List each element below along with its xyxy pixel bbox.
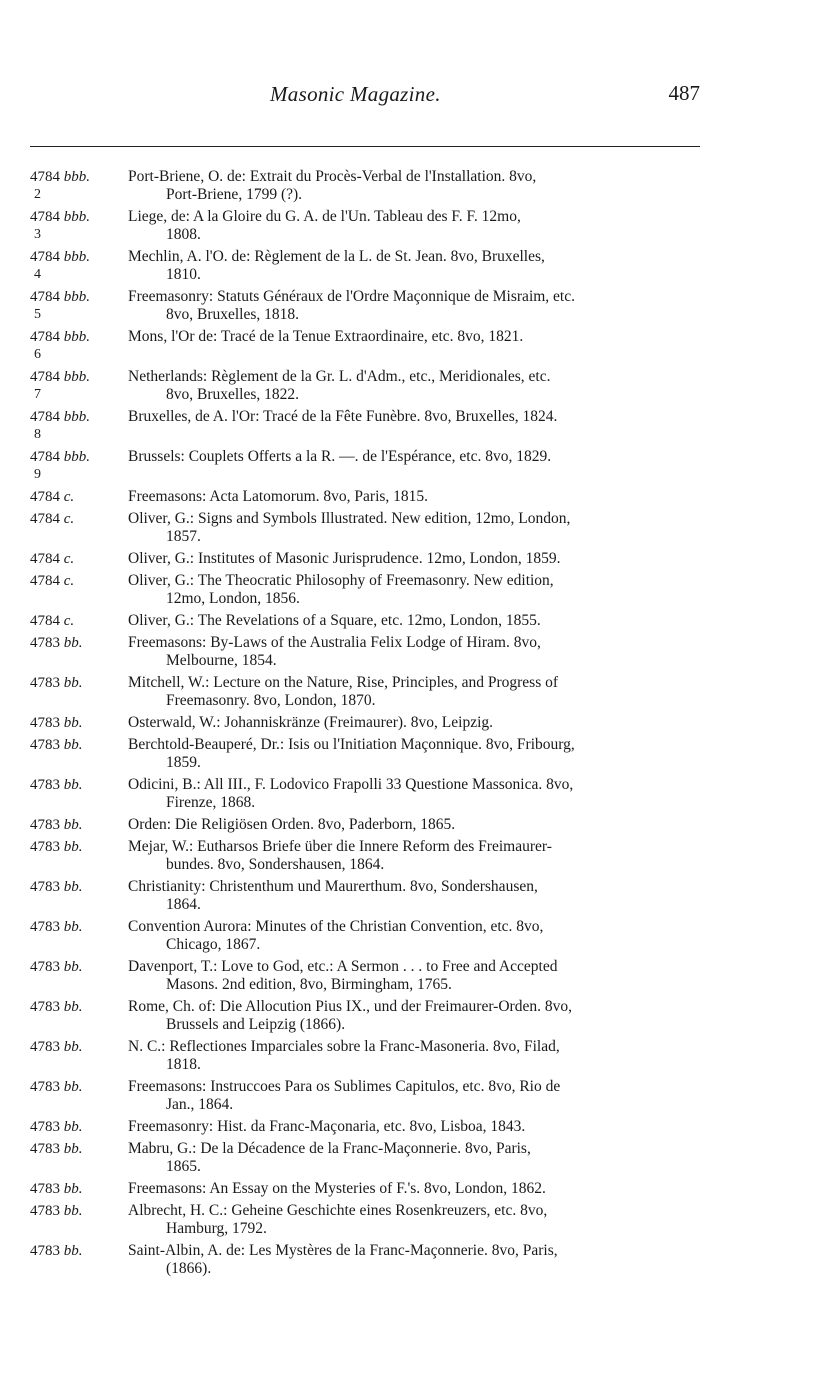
entry-number-main: 4783 bbox=[30, 777, 60, 793]
catalogue-entry bbox=[30, 368, 698, 404]
entry-number-main: 4783 bbox=[30, 1079, 60, 1095]
entry-number-suffix: bb. bbox=[63, 919, 83, 935]
entry-text bbox=[128, 816, 698, 834]
catalogue-entry bbox=[30, 510, 698, 546]
entry-number-main: 4784 bbox=[30, 209, 60, 225]
entry-text bbox=[128, 1202, 698, 1238]
entry-continuation-line: 1810. bbox=[166, 266, 201, 283]
entry-number-main: 4783 bbox=[30, 715, 60, 731]
entry-title-line: Freemasons: Instruccoes Para os Sublimes Capitulos, etc. 8vo, Rio de bbox=[128, 1078, 561, 1095]
catalogue-entry bbox=[30, 776, 698, 812]
entry-number-suffix: bb. bbox=[63, 999, 83, 1015]
entry-title-line: Mechlin, A. l'O. de: Règlement de la L. de St. Jean. 8vo, Bruxelles, bbox=[128, 248, 545, 265]
entry-text bbox=[128, 1038, 698, 1074]
entry-number bbox=[30, 248, 128, 284]
entry-number-suffix: bb. bbox=[63, 1119, 83, 1135]
catalogue-entry bbox=[30, 168, 698, 204]
entry-title-line: Odicini, B.: All III., F. Lodovico Frapolli 33 Questione Massonica. 8vo, bbox=[128, 776, 574, 793]
entry-text bbox=[128, 612, 698, 630]
entry-number-main: 4783 bbox=[30, 1181, 60, 1197]
catalogue-entry bbox=[30, 328, 698, 364]
catalogue-entry bbox=[30, 714, 698, 732]
entry-number-main: 4783 bbox=[30, 999, 60, 1015]
entry-text bbox=[128, 958, 698, 994]
catalogue-entry bbox=[30, 1038, 698, 1074]
catalogue-entry bbox=[30, 1242, 698, 1278]
catalogue-entry bbox=[30, 816, 698, 834]
entry-continuation-line: 1865. bbox=[166, 1158, 201, 1175]
entry-continuation-line: Brussels and Leipzig (1866). bbox=[166, 1016, 346, 1033]
entry-number-main: 4783 bbox=[30, 1243, 60, 1259]
entry-number bbox=[30, 736, 128, 772]
entry-number-suffix: bbb. bbox=[63, 289, 90, 305]
entry-number-suffix: bb. bbox=[63, 817, 83, 833]
entry-text bbox=[128, 550, 698, 568]
catalogue-entry bbox=[30, 448, 698, 484]
entry-text bbox=[128, 408, 698, 444]
header-rule bbox=[30, 146, 700, 147]
entry-continuation-line: Freemasonry. 8vo, London, 1870. bbox=[166, 692, 376, 709]
catalogue-entry bbox=[30, 1078, 698, 1114]
entry-number-main: 4784 bbox=[30, 613, 60, 629]
entry-number-main: 4783 bbox=[30, 675, 60, 691]
entry-number-suffix: c. bbox=[63, 613, 75, 629]
catalogue-entry bbox=[30, 878, 698, 914]
entry-text bbox=[128, 1140, 698, 1176]
entry-number-sub: 7 bbox=[34, 387, 41, 402]
entry-number-main: 4784 bbox=[30, 551, 60, 567]
entry-continuation-line: 8vo, Bruxelles, 1822. bbox=[166, 386, 300, 403]
entry-text bbox=[128, 776, 698, 812]
catalogue-list bbox=[30, 168, 698, 1282]
entry-continuation-line: Port-Briene, 1799 (?). bbox=[166, 186, 303, 203]
entry-title-line: Freemasonry: Hist. da Franc-Maçonaria, etc. 8vo, Lisboa, 1843. bbox=[128, 1118, 526, 1135]
entry-number bbox=[30, 208, 128, 244]
catalogue-entry bbox=[30, 958, 698, 994]
entry-number bbox=[30, 408, 128, 444]
catalogue-entry bbox=[30, 634, 698, 670]
catalogue-entry bbox=[30, 1140, 698, 1176]
entry-title-line: Liege, de: A la Gloire du G. A. de l'Un. Tableau des F. F. 12mo, bbox=[128, 208, 521, 225]
entry-number-suffix: c. bbox=[63, 489, 75, 505]
entry-number-suffix: bbb. bbox=[63, 369, 90, 385]
entry-continuation-line: Chicago, 1867. bbox=[166, 936, 261, 953]
entry-continuation-line: Masons. 2nd edition, 8vo, Birmingham, 1765. bbox=[166, 976, 452, 993]
entry-number bbox=[30, 816, 128, 834]
entry-number bbox=[30, 634, 128, 670]
entry-number-suffix: bb. bbox=[63, 1039, 83, 1055]
entry-text bbox=[128, 736, 698, 772]
entry-number-suffix: bbb. bbox=[63, 449, 90, 465]
entry-number bbox=[30, 510, 128, 546]
entry-text bbox=[128, 208, 698, 244]
entry-text bbox=[128, 998, 698, 1034]
entry-continuation-line: Hamburg, 1792. bbox=[166, 1220, 267, 1237]
entry-number-main: 4783 bbox=[30, 919, 60, 935]
entry-number bbox=[30, 918, 128, 954]
entry-number bbox=[30, 168, 128, 204]
entry-number-suffix: bbb. bbox=[63, 329, 90, 345]
entry-title-line: Bruxelles, de A. l'Or: Tracé de la Fête Funèbre. 8vo, Bruxelles, 1824. bbox=[128, 408, 558, 425]
entry-number bbox=[30, 838, 128, 874]
catalogue-entry bbox=[30, 572, 698, 608]
entry-text bbox=[128, 838, 698, 874]
entry-number-suffix: bb. bbox=[63, 1181, 83, 1197]
entry-number-main: 4784 bbox=[30, 511, 60, 527]
entry-text bbox=[128, 288, 698, 324]
entry-number-main: 4783 bbox=[30, 839, 60, 855]
entry-title-line: Saint-Albin, A. de: Les Mystères de la Franc-Maçonnerie. 8vo, Paris, bbox=[128, 1242, 558, 1259]
entry-number bbox=[30, 612, 128, 630]
entry-continuation-line: 1859. bbox=[166, 754, 201, 771]
entry-continuation-line: 8vo, Bruxelles, 1818. bbox=[166, 306, 300, 323]
entry-text bbox=[128, 572, 698, 608]
entry-title-line: Mabru, G.: De la Décadence de la Franc-Maçonnerie. 8vo, Paris, bbox=[128, 1140, 531, 1157]
catalogue-entry bbox=[30, 918, 698, 954]
entry-number bbox=[30, 1140, 128, 1176]
entry-number-main: 4783 bbox=[30, 1119, 60, 1135]
entry-title-line: Oliver, G.: The Theocratic Philosophy of Freemasonry. New edition, bbox=[128, 572, 554, 589]
entry-number-main: 4784 bbox=[30, 489, 60, 505]
entry-number-main: 4783 bbox=[30, 817, 60, 833]
entry-continuation-line: (1866). bbox=[166, 1260, 212, 1277]
catalogue-entry bbox=[30, 488, 698, 506]
catalogue-entry bbox=[30, 208, 698, 244]
running-title: Masonic Magazine. bbox=[270, 82, 441, 106]
entry-number-suffix: c. bbox=[63, 573, 75, 589]
entry-number-main: 4784 bbox=[30, 409, 60, 425]
entry-title-line: Freemasonry: Statuts Généraux de l'Ordre Maçonnique de Misraim, etc. bbox=[128, 288, 575, 305]
entry-number bbox=[30, 448, 128, 484]
entry-number-main: 4783 bbox=[30, 635, 60, 651]
entry-number-suffix: c. bbox=[63, 551, 75, 567]
entry-title-line: Christianity: Christenthum und Maurerthum. 8vo, Sondershausen, bbox=[128, 878, 538, 895]
entry-title-line: Oliver, G.: Institutes of Masonic Jurisprudence. 12mo, London, 1859. bbox=[128, 550, 561, 567]
entry-continuation-line: 1857. bbox=[166, 528, 201, 545]
entry-title-line: N. C.: Reflectiones Imparciales sobre la Franc-Masoneria. 8vo, Filad, bbox=[128, 1038, 560, 1055]
entry-number-suffix: bb. bbox=[63, 675, 83, 691]
entry-number-suffix: bb. bbox=[63, 737, 83, 753]
entry-number bbox=[30, 288, 128, 324]
entry-number bbox=[30, 1118, 128, 1136]
entry-text bbox=[128, 328, 698, 364]
catalogue-entry bbox=[30, 838, 698, 874]
entry-number bbox=[30, 572, 128, 608]
catalogue-entry bbox=[30, 248, 698, 284]
entry-number-sub: 8 bbox=[34, 427, 41, 442]
entry-number-main: 4783 bbox=[30, 737, 60, 753]
entry-number-sub: 4 bbox=[34, 267, 41, 282]
entry-number-main: 4783 bbox=[30, 1039, 60, 1055]
entry-number bbox=[30, 1242, 128, 1278]
entry-number bbox=[30, 674, 128, 710]
entry-number-sub: 3 bbox=[34, 227, 41, 242]
entry-number bbox=[30, 1180, 128, 1198]
catalogue-entry bbox=[30, 998, 698, 1034]
entry-title-line: Oliver, G.: The Revelations of a Square, etc. 12mo, London, 1855. bbox=[128, 612, 541, 629]
entry-number bbox=[30, 1202, 128, 1238]
entry-number bbox=[30, 550, 128, 568]
entry-text bbox=[128, 674, 698, 710]
entry-title-line: Freemasons: An Essay on the Mysteries of F.'s. 8vo, London, 1862. bbox=[128, 1180, 546, 1197]
entry-title-line: Berchtold-Beauperé, Dr.: Isis ou l'Initiation Maçonnique. 8vo, Fribourg, bbox=[128, 736, 575, 753]
entry-text bbox=[128, 878, 698, 914]
entry-text bbox=[128, 510, 698, 546]
entry-number-main: 4783 bbox=[30, 879, 60, 895]
catalogue-entry bbox=[30, 408, 698, 444]
entry-number bbox=[30, 878, 128, 914]
entry-title-line: Freemasons: Acta Latomorum. 8vo, Paris, 1815. bbox=[128, 488, 429, 505]
entry-number-suffix: bb. bbox=[63, 879, 83, 895]
entry-number bbox=[30, 488, 128, 506]
entry-title-line: Brussels: Couplets Offerts a la R. —. de l'Espérance, etc. 8vo, 1829. bbox=[128, 448, 552, 465]
entry-number-suffix: bb. bbox=[63, 1141, 83, 1157]
entry-text bbox=[128, 168, 698, 204]
entry-number-suffix: bb. bbox=[63, 777, 83, 793]
entry-title-line: Orden: Die Religiösen Orden. 8vo, Paderborn, 1865. bbox=[128, 816, 456, 833]
entry-number-suffix: bb. bbox=[63, 635, 83, 651]
entry-text bbox=[128, 918, 698, 954]
entry-number-sub: 9 bbox=[34, 467, 41, 482]
entry-number-main: 4783 bbox=[30, 959, 60, 975]
entry-number-main: 4784 bbox=[30, 329, 60, 345]
entry-number-suffix: bb. bbox=[63, 839, 83, 855]
entry-title-line: Port-Briene, O. de: Extrait du Procès-Verbal de l'Installation. 8vo, bbox=[128, 168, 537, 185]
entry-title-line: Mitchell, W.: Lecture on the Nature, Rise, Principles, and Progress of bbox=[128, 674, 559, 691]
entry-text bbox=[128, 714, 698, 732]
entry-text bbox=[128, 1180, 698, 1198]
entry-number bbox=[30, 368, 128, 404]
entry-title-line: Rome, Ch. of: Die Allocution Pius IX., und der Freimaurer-Orden. 8vo, bbox=[128, 998, 572, 1015]
entry-number-main: 4784 bbox=[30, 249, 60, 265]
entry-title-line: Freemasons: By-Laws of the Australia Felix Lodge of Hiram. 8vo, bbox=[128, 634, 541, 651]
entry-number-main: 4784 bbox=[30, 573, 60, 589]
entry-title-line: Mons, l'Or de: Tracé de la Tenue Extraordinaire, etc. 8vo, 1821. bbox=[128, 328, 524, 345]
entry-number-sub: 2 bbox=[34, 187, 41, 202]
catalogue-entry bbox=[30, 736, 698, 772]
entry-number-main: 4783 bbox=[30, 1203, 60, 1219]
entry-number-main: 4784 bbox=[30, 289, 60, 305]
entry-title-line: Oliver, G.: Signs and Symbols Illustrated. New edition, 12mo, London, bbox=[128, 510, 571, 527]
entry-number-main: 4784 bbox=[30, 449, 60, 465]
entry-continuation-line: 1808. bbox=[166, 226, 201, 243]
catalogue-entry bbox=[30, 674, 698, 710]
entry-number-suffix: c. bbox=[63, 511, 75, 527]
entry-continuation-line: Melbourne, 1854. bbox=[166, 652, 277, 669]
entry-continuation-line: Firenze, 1868. bbox=[166, 794, 256, 811]
entry-number bbox=[30, 958, 128, 994]
entry-number-sub: 5 bbox=[34, 307, 41, 322]
entry-number-suffix: bb. bbox=[63, 1243, 83, 1259]
catalogue-entry bbox=[30, 1180, 698, 1198]
entry-number-suffix: bb. bbox=[63, 1203, 83, 1219]
catalogue-entry bbox=[30, 550, 698, 568]
page-number: 487 bbox=[668, 81, 700, 105]
entry-title-line: Albrecht, H. C.: Geheine Geschichte eines Rosenkreuzers, etc. 8vo, bbox=[128, 1202, 548, 1219]
entry-number-suffix: bbb. bbox=[63, 209, 90, 225]
entry-text bbox=[128, 1118, 698, 1136]
entry-continuation-line: bundes. 8vo, Sondershausen, 1864. bbox=[166, 856, 385, 873]
entry-text bbox=[128, 368, 698, 404]
catalogue-entry bbox=[30, 1118, 698, 1136]
catalogue-entry bbox=[30, 288, 698, 324]
entry-title-line: Davenport, T.: Love to God, etc.: A Sermon . . . to Free and Accepted bbox=[128, 958, 558, 975]
entry-text bbox=[128, 448, 698, 484]
page-header bbox=[30, 82, 700, 118]
entry-number bbox=[30, 1078, 128, 1114]
entry-text bbox=[128, 634, 698, 670]
entry-continuation-line: Jan., 1864. bbox=[166, 1096, 234, 1113]
entry-continuation-line: 12mo, London, 1856. bbox=[166, 590, 300, 607]
entry-title-line: Convention Aurora: Minutes of the Christian Convention, etc. 8vo, bbox=[128, 918, 544, 935]
entry-number-main: 4784 bbox=[30, 369, 60, 385]
entry-title-line: Osterwald, W.: Johanniskränze (Freimaurer). 8vo, Leipzig. bbox=[128, 714, 494, 731]
entry-number bbox=[30, 998, 128, 1034]
entry-text bbox=[128, 488, 698, 506]
entry-number-suffix: bbb. bbox=[63, 249, 90, 265]
entry-number-suffix: bbb. bbox=[63, 169, 90, 185]
entry-title-line: Mejar, W.: Eutharsos Briefe über die Innere Reform des Freimaurer- bbox=[128, 838, 552, 855]
entry-number bbox=[30, 714, 128, 732]
entry-text bbox=[128, 1242, 698, 1278]
entry-number-suffix: bb. bbox=[63, 1079, 83, 1095]
entry-title-line: Netherlands: Règlement de la Gr. L. d'Adm., etc., Meridionales, etc. bbox=[128, 368, 551, 385]
entry-text bbox=[128, 248, 698, 284]
entry-number-suffix: bbb. bbox=[63, 409, 90, 425]
entry-number-main: 4784 bbox=[30, 169, 60, 185]
entry-number bbox=[30, 328, 128, 364]
entry-number-sub: 6 bbox=[34, 347, 41, 362]
entry-number-suffix: bb. bbox=[63, 715, 83, 731]
entry-number bbox=[30, 776, 128, 812]
catalogue-entry bbox=[30, 1202, 698, 1238]
entry-number-suffix: bb. bbox=[63, 959, 83, 975]
entry-text bbox=[128, 1078, 698, 1114]
entry-number-main: 4783 bbox=[30, 1141, 60, 1157]
entry-continuation-line: 1818. bbox=[166, 1056, 201, 1073]
entry-number bbox=[30, 1038, 128, 1074]
catalogue-entry bbox=[30, 612, 698, 630]
entry-continuation-line: 1864. bbox=[166, 896, 201, 913]
